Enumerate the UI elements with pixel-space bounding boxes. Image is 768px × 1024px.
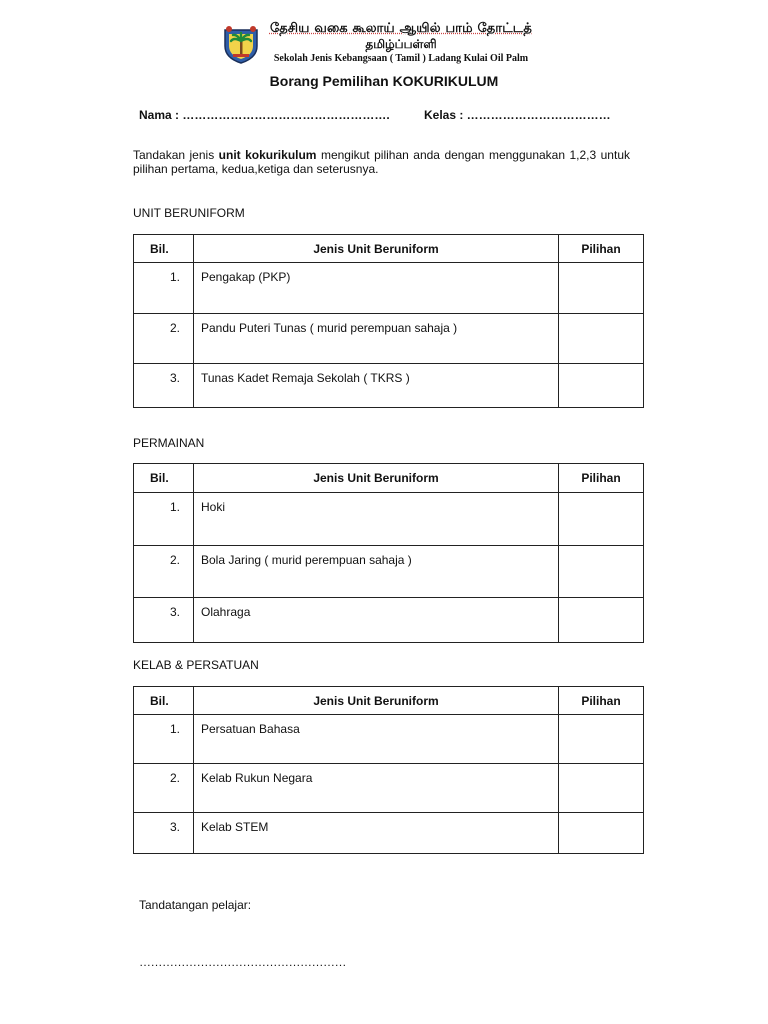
row-number: 3. — [134, 813, 194, 854]
table-permainan — [133, 463, 644, 643]
kelas-field[interactable]: Kelas : ……………………………… — [424, 108, 611, 122]
table-row — [134, 546, 644, 598]
table-row — [134, 493, 644, 546]
school-name-malay: Sekolah Jenis Kebangsaan ( Tamil ) Ladang Kulai Oil Palm — [273, 53, 529, 64]
row-number: 2. — [134, 314, 194, 364]
row-unit-name: Pandu Puteri Tunas ( murid perempuan sahaja ) — [194, 314, 559, 364]
table-kelab-persatuan — [133, 686, 644, 854]
header-jenis: Jenis Unit Beruniform — [194, 235, 559, 263]
school-name-tamil-line2: தமிழ்ப்பள்ளி — [365, 37, 437, 51]
pilihan-cell[interactable] — [559, 546, 644, 598]
section-title-kelab-persatuan: KELAB & PERSATUAN — [133, 658, 259, 672]
table-header-row — [134, 464, 644, 493]
instructions — [133, 148, 630, 176]
header-bil: Bil. — [134, 464, 194, 493]
row-unit-name: Kelab Rukun Negara — [194, 764, 559, 813]
row-number: 3. — [134, 364, 194, 408]
instructions-suffix: mengikut pilihan anda dengan menggunakan 1,2,3 untuk pilihan pertama, kedua,ketiga dan seterusnya. — [133, 148, 630, 176]
row-unit-name: Bola Jaring ( murid perempuan sahaja ) — [194, 546, 559, 598]
header-pilihan: Pilihan — [559, 235, 644, 263]
table-row — [134, 715, 644, 764]
row-unit-name: Persatuan Bahasa — [194, 715, 559, 764]
header-bil: Bil. — [134, 235, 194, 263]
row-unit-name: Kelab STEM — [194, 813, 559, 854]
pilihan-cell[interactable] — [559, 598, 644, 643]
instructions-prefix: Tandakan jenis — [133, 148, 219, 162]
table-row — [134, 764, 644, 813]
row-number: 2. — [134, 546, 194, 598]
section-title-permainan: PERMAINAN — [133, 436, 205, 450]
header-pilihan: Pilihan — [559, 687, 644, 715]
row-number: 2. — [134, 764, 194, 813]
instructions-bold: unit kokurikulum — [218, 148, 317, 162]
pilihan-cell[interactable] — [559, 813, 644, 854]
table-row — [134, 364, 644, 408]
header-jenis: Jenis Unit Beruniform — [194, 464, 559, 493]
row-unit-name: Olahraga — [194, 598, 559, 643]
row-number: 1. — [134, 715, 194, 764]
header-pilihan: Pilihan — [559, 464, 644, 493]
row-number: 3. — [134, 598, 194, 643]
table-header-row — [134, 235, 644, 263]
row-number: 1. — [134, 263, 194, 314]
header-bil: Bil. — [134, 687, 194, 715]
table-row — [134, 813, 644, 854]
table-row — [134, 598, 644, 643]
row-unit-name: Tunas Kadet Remaja Sekolah ( TKRS ) — [194, 364, 559, 408]
table-unit-beruniform — [133, 234, 644, 408]
school-name-tamil-line1: தேசிய வகை கூலாய் ஆயில் பாம் தோட்டத் — [269, 21, 533, 36]
school-crest-icon — [221, 24, 261, 64]
pilihan-cell[interactable] — [559, 493, 644, 546]
pilihan-cell[interactable] — [559, 314, 644, 364]
signature-line[interactable]: ……………………………………………… — [139, 955, 346, 969]
pilihan-cell[interactable] — [559, 364, 644, 408]
pilihan-cell[interactable] — [559, 715, 644, 764]
header-jenis: Jenis Unit Beruniform — [194, 687, 559, 715]
table-row — [134, 263, 644, 314]
section-title-unit-beruniform: UNIT BERUNIFORM — [133, 206, 245, 220]
signature-label: Tandatangan pelajar: — [139, 898, 252, 912]
table-row — [134, 314, 644, 364]
row-unit-name: Hoki — [194, 493, 559, 546]
form-title: Borang Pemilihan KOKURIKULUM — [269, 73, 499, 89]
row-unit-name: Pengakap (PKP) — [194, 263, 559, 314]
nama-field[interactable]: Nama : ……………………………………………. — [139, 108, 390, 122]
table-header-row — [134, 687, 644, 715]
pilihan-cell[interactable] — [559, 263, 644, 314]
pilihan-cell[interactable] — [559, 764, 644, 813]
row-number: 1. — [134, 493, 194, 546]
